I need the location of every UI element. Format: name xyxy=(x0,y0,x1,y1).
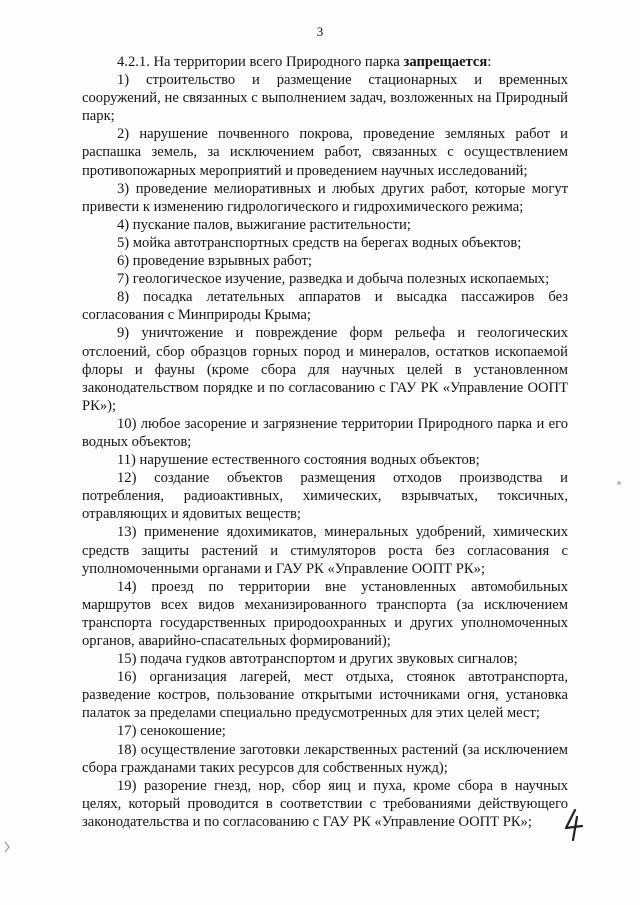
list-item-9: 9) уничтожение и повреждение форм рельефа и геологических отслоений, сбор образцов горных пород и минералов, остатков ископаемой флоры и фауны (кроме сбора для научных целей в установленном законодательством порядке и по согласованию с ГАУ РК «Управление ООПТ РК»); xyxy=(82,325,568,414)
list-item-15: 15) подача гудков автотранспортом и других звуковых сигналов; xyxy=(117,651,518,668)
section-emphasis: запрещается xyxy=(403,54,488,70)
section-colon: : xyxy=(487,54,492,70)
scan-edge-mark-icon xyxy=(3,840,11,854)
list-item-18: 18) осуществление заготовки лекарственных растений (за исключением сбора гражданами таких ресурсов для собственных нужд); xyxy=(82,741,568,776)
section-heading xyxy=(82,53,568,71)
list-item-17: 17) сенокошение; xyxy=(117,723,226,740)
list-item-1: 1) строительство и размещение стационарных и временных сооружений, не связанных с выполнением задач, возложенных на Природный парк; xyxy=(82,72,568,125)
section-number: 4.2.1. xyxy=(117,54,150,70)
list-item-19: 19) разорение гнезд, нор, сбор яиц и пуха, кроме сбора в научных целях, который проводится в соответствии с требованиями действующего законодательства и по согласованию с ГАУ РК «Управление ООПТ РК»; xyxy=(82,777,568,830)
list-item-14: 14) проезд по территории вне установленных автомобильных маршрутов всех видов механизированного транспорта (за исключением транспорта государственных природоохранных и других уполномоченных органов, аварийно-спасательных формирований); xyxy=(82,578,568,649)
list-item-11: 11) нарушение естественного состояния водных объектов; xyxy=(117,452,480,469)
handwritten-page-mark-icon xyxy=(562,808,586,842)
list-item-16: 16) организация лагерей, мест отдыха, стоянок автотранспорта, разведение костров, пользование открытыми источниками огня, установка палаток за пределами специально предусмотренных для этих целей мест; xyxy=(82,669,568,722)
list-item-8: 8) посадка летательных аппаратов и высадка пассажиров без согласования с Минприроды Крыма; xyxy=(82,289,568,324)
list-item-4: 4) пускание палов, выжигание растительности; xyxy=(117,216,411,233)
page-number: 3 xyxy=(316,24,324,39)
document-body xyxy=(82,53,568,831)
section-text: На территории всего Природного парка xyxy=(153,54,400,70)
list-item-6: 6) проведение взрывных работ; xyxy=(117,253,312,270)
list-item-3: 3) проведение мелиоративных и любых других работ, которые могут привести к изменению гидрологического и гидрохимического режима; xyxy=(82,180,568,215)
list-item-13: 13) применение ядохимикатов, минеральных удобрений, химических средств защиты растений и стимуляторов роста без согласования с уполномоченными органами и ГАУ РК «Управление ООПТ РК»; xyxy=(82,524,568,577)
list-item-5: 5) мойка автотранспортных средств на берегах водных объектов; xyxy=(117,234,522,251)
list-item-12: 12) создание объектов размещения отходов производства и потребления, радиоактивных, химических, взрывчатых, токсичных, отравляющих и ядовитых веществ; xyxy=(82,470,568,523)
list-item-10: 10) любое засорение и загрязнение территории Природного парка и его водных объектов; xyxy=(82,415,568,450)
scan-speck-icon xyxy=(617,481,621,485)
list-item-2: 2) нарушение почвенного покрова, проведение земляных работ и распашка земель, за исключением работ, связанных с осуществлением противопожарных мероприятий и проведением научных исследований; xyxy=(82,126,568,179)
list-item-7: 7) геологическое изучение, разведка и добыча полезных ископаемых; xyxy=(117,271,550,288)
